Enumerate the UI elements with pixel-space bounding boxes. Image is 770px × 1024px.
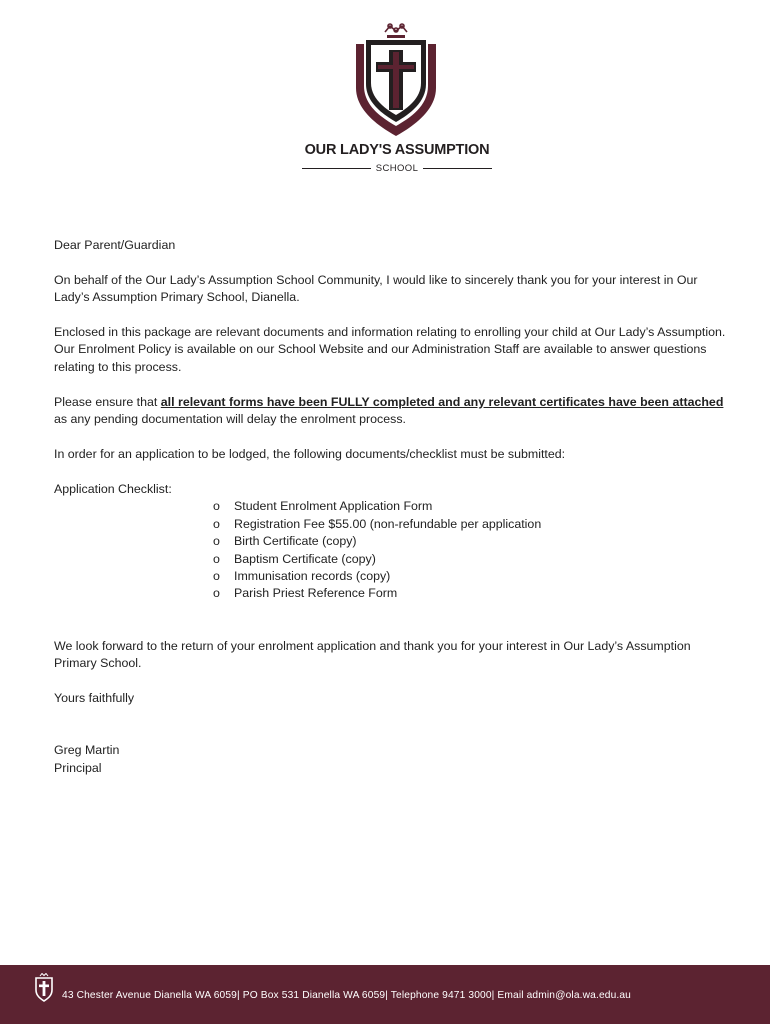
paragraph-closing-thanks: We look forward to the return of your enrolment application and thank you for your interest in Our Lady’s Assumption Primary School. — [54, 638, 691, 671]
paragraph-enclosed: Enclosed in this package are relevant documents and information relating to enrolling your child at Our Lady’s Assumption. Our Enrolment Policy is available on our School Website and our Administration Staff are available to answer questions relating to this process. — [54, 325, 726, 374]
list-item — [213, 551, 734, 568]
signature-block — [54, 742, 734, 777]
list-item — [213, 533, 734, 550]
school-subtitle: SCHOOL — [375, 162, 419, 174]
school-crest-icon — [354, 22, 438, 138]
footer-bar — [0, 965, 770, 1024]
salutation: Dear Parent/Guardian — [54, 238, 176, 252]
school-subtitle-row — [302, 161, 492, 175]
bullet: o — [213, 551, 220, 566]
paragraph-lodged: In order for an application to be lodged, the following documents/checklist must be submitted: — [54, 446, 566, 461]
divider — [302, 168, 371, 169]
checklist-item-text: Baptism Certificate (copy) — [234, 551, 376, 566]
bullet: o — [213, 569, 220, 584]
letter-body — [54, 237, 734, 777]
list-item — [213, 568, 734, 585]
checklist-item-text: Immunisation records (copy) — [234, 569, 391, 584]
signatory-title: Principal — [54, 760, 102, 775]
list-item — [213, 498, 734, 515]
crest-icon — [34, 973, 54, 1003]
list-item — [213, 585, 734, 602]
ensure-text-after: as any pending documentation will delay the enrolment process. — [54, 412, 406, 427]
bullet: o — [213, 586, 220, 601]
checklist-item-text: Student Enrolment Application Form — [234, 499, 433, 514]
checklist-item-text: Birth Certificate (copy) — [234, 534, 357, 549]
bullet: o — [213, 516, 220, 531]
ensure-emphasis: all relevant forms have been FULLY completed and any relevant certificates have been attached — [160, 394, 724, 409]
footer-contact: 43 Chester Avenue Dianella WA 6059| PO Box 531 Dianella WA 6059| Telephone 9471 3000| Email admin@ola.wa.edu.au — [62, 990, 631, 1001]
paragraph-ensure — [54, 394, 734, 429]
signatory-name: Greg Martin — [54, 743, 120, 758]
checklist-item-text: Parish Priest Reference Form — [234, 586, 398, 601]
paragraph-thanks: On behalf of the Our Lady’s Assumption School Community, I would like to sincerely thank you for your interest in Our Lady’s Assumption Primary School, Dianella. — [54, 272, 698, 305]
checklist-title: Application Checklist: — [54, 481, 172, 496]
school-name: OUR LADY'S ASSUMPTION — [304, 142, 490, 158]
school-logo — [0, 22, 770, 182]
list-item — [213, 516, 734, 533]
closing: Yours faithfully — [54, 691, 135, 706]
bullet: o — [213, 499, 220, 514]
divider — [423, 168, 492, 169]
bullet: o — [213, 534, 220, 549]
application-checklist — [54, 498, 734, 602]
checklist-item-text: Registration Fee $55.00 (non-refundable per application — [234, 516, 542, 531]
ensure-text-before: Please ensure that — [54, 394, 161, 409]
